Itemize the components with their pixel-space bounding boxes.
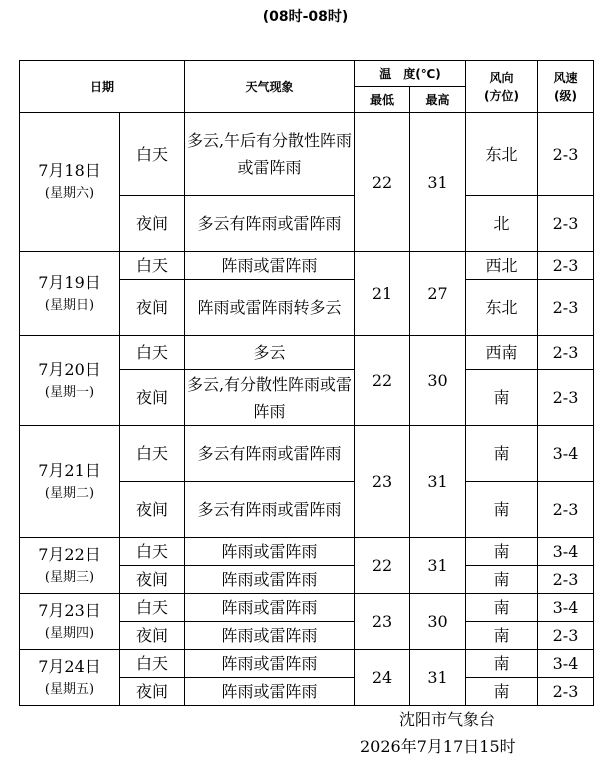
period-day: 白天 xyxy=(120,113,185,196)
wind-direction: 西北 xyxy=(466,252,538,280)
issuer-name: 沈阳市气象台 xyxy=(399,710,496,729)
wind-direction: 东北 xyxy=(466,113,538,196)
date-label: 7月21日 xyxy=(38,460,101,480)
period-night: 夜间 xyxy=(120,370,185,426)
forecast-period-subtitle: (08时-08时) xyxy=(262,9,349,25)
issue-time: 2026年7月17日15时 xyxy=(360,737,516,756)
wind-speed: 2-3 xyxy=(538,196,594,252)
forecast-row-day xyxy=(20,336,594,370)
weather-text: 阵雨或雷阵雨 xyxy=(185,622,355,650)
weekday-label: (星期一) xyxy=(44,384,95,400)
period-night: 夜间 xyxy=(120,566,185,594)
header-temp-low: 最低 xyxy=(355,87,410,113)
weather-text: 阵雨或雷阵雨 xyxy=(185,566,355,594)
date-label: 7月19日 xyxy=(38,272,101,292)
wind-speed: 2-3 xyxy=(538,370,594,426)
weather-text: 多云,午后有分散性阵雨或雷阵雨 xyxy=(185,113,355,196)
header-temperature: 温 度(℃) xyxy=(355,61,466,87)
wind-speed: 2-3 xyxy=(538,622,594,650)
header-wind-speed xyxy=(538,61,594,113)
header-weather: 天气现象 xyxy=(185,61,355,113)
wind-direction: 南 xyxy=(466,426,538,482)
date-cell xyxy=(20,426,120,538)
temp-high: 27 xyxy=(410,252,466,336)
wind-direction: 南 xyxy=(466,622,538,650)
temp-low: 22 xyxy=(355,336,410,426)
weekday-label: (星期六) xyxy=(44,186,95,201)
date-cell xyxy=(20,336,120,426)
forecast-row-day xyxy=(20,113,594,196)
date-cell xyxy=(20,594,120,650)
wind-direction: 南 xyxy=(466,566,538,594)
wind-direction: 南 xyxy=(466,482,538,538)
weekday-label: (星期五) xyxy=(44,681,95,697)
period-day: 白天 xyxy=(120,650,185,678)
weather-text: 阵雨或雷阵雨 xyxy=(185,252,355,280)
wind-speed: 3-4 xyxy=(538,650,594,678)
weather-text: 多云有阵雨或雷阵雨 xyxy=(185,482,355,538)
wind-direction: 西南 xyxy=(466,336,538,370)
header-wind-speed-label: 风速 xyxy=(553,70,578,85)
date-cell xyxy=(20,650,120,706)
weather-text: 阵雨或雷阵雨 xyxy=(185,594,355,622)
forecast-row-day xyxy=(20,538,594,566)
wind-speed: 2-3 xyxy=(538,482,594,538)
period-night: 夜间 xyxy=(120,622,185,650)
wind-speed: 3-4 xyxy=(538,538,594,566)
wind-speed: 2-3 xyxy=(538,280,594,336)
weekday-label: (星期二) xyxy=(44,485,95,501)
header-wind-direction xyxy=(466,61,538,113)
wind-speed: 2-3 xyxy=(538,113,594,196)
date-cell xyxy=(20,538,120,594)
wind-speed: 2-3 xyxy=(538,336,594,370)
temp-low: 24 xyxy=(355,650,410,706)
wind-speed: 2-3 xyxy=(538,678,594,706)
wind-direction: 北 xyxy=(466,196,538,252)
forecast-row-day xyxy=(20,252,594,280)
temp-low: 22 xyxy=(355,538,410,594)
date-cell xyxy=(20,113,120,252)
temp-high: 31 xyxy=(410,426,466,538)
forecast-row-day xyxy=(20,650,594,678)
weather-text: 多云有阵雨或雷阵雨 xyxy=(185,426,355,482)
wind-direction: 南 xyxy=(466,370,538,426)
forecast-row-day xyxy=(20,426,594,482)
temp-high: 31 xyxy=(410,113,466,252)
weather-text: 多云 xyxy=(185,336,355,370)
temp-high: 31 xyxy=(410,538,466,594)
period-day: 白天 xyxy=(120,252,185,280)
wind-direction: 南 xyxy=(466,678,538,706)
date-label: 7月24日 xyxy=(38,656,101,676)
weather-text: 阵雨或雷阵雨 xyxy=(185,678,355,706)
temp-high: 30 xyxy=(410,336,466,426)
wind-speed: 2-3 xyxy=(538,566,594,594)
weather-text: 阵雨或雷阵雨 xyxy=(185,538,355,566)
weekday-label: (星期三) xyxy=(44,569,95,585)
date-label: 7月23日 xyxy=(38,600,101,620)
temp-high: 30 xyxy=(410,594,466,650)
temp-low: 23 xyxy=(355,426,410,538)
header-wind-speed-unit: (级) xyxy=(554,88,577,103)
temp-low: 21 xyxy=(355,252,410,336)
wind-direction: 东北 xyxy=(466,280,538,336)
header-temp-high: 最高 xyxy=(410,87,466,113)
date-label: 7月22日 xyxy=(38,544,101,564)
wind-speed: 2-3 xyxy=(538,252,594,280)
period-day: 白天 xyxy=(120,594,185,622)
period-day: 白天 xyxy=(120,426,185,482)
weather-text: 多云有阵雨或雷阵雨 xyxy=(185,196,355,252)
header-wind-direction-unit: (方位) xyxy=(484,88,519,103)
header-wind-direction-label: 风向 xyxy=(489,70,514,85)
wind-direction: 南 xyxy=(466,538,538,566)
weekday-label: (星期日) xyxy=(44,297,95,313)
wind-direction: 南 xyxy=(466,650,538,678)
temp-low: 22 xyxy=(355,113,410,252)
weather-text: 多云,有分散性阵雨或雷阵雨 xyxy=(185,370,355,426)
date-cell xyxy=(20,252,120,336)
period-night: 夜间 xyxy=(120,482,185,538)
weekday-label: (星期四) xyxy=(44,625,95,641)
temp-high: 31 xyxy=(410,650,466,706)
weather-text: 阵雨或雷阵雨转多云 xyxy=(185,280,355,336)
period-night: 夜间 xyxy=(120,678,185,706)
period-night: 夜间 xyxy=(120,196,185,252)
period-night: 夜间 xyxy=(120,280,185,336)
period-day: 白天 xyxy=(120,336,185,370)
wind-speed: 3-4 xyxy=(538,594,594,622)
forecast-table xyxy=(19,60,594,706)
wind-direction: 南 xyxy=(466,594,538,622)
weather-text: 阵雨或雷阵雨 xyxy=(185,650,355,678)
forecast-row-day xyxy=(20,594,594,622)
period-day: 白天 xyxy=(120,538,185,566)
wind-speed: 3-4 xyxy=(538,426,594,482)
temp-low: 23 xyxy=(355,594,410,650)
header-date: 日期 xyxy=(20,61,185,113)
date-label: 7月20日 xyxy=(38,359,101,379)
date-label: 7月18日 xyxy=(38,161,101,180)
